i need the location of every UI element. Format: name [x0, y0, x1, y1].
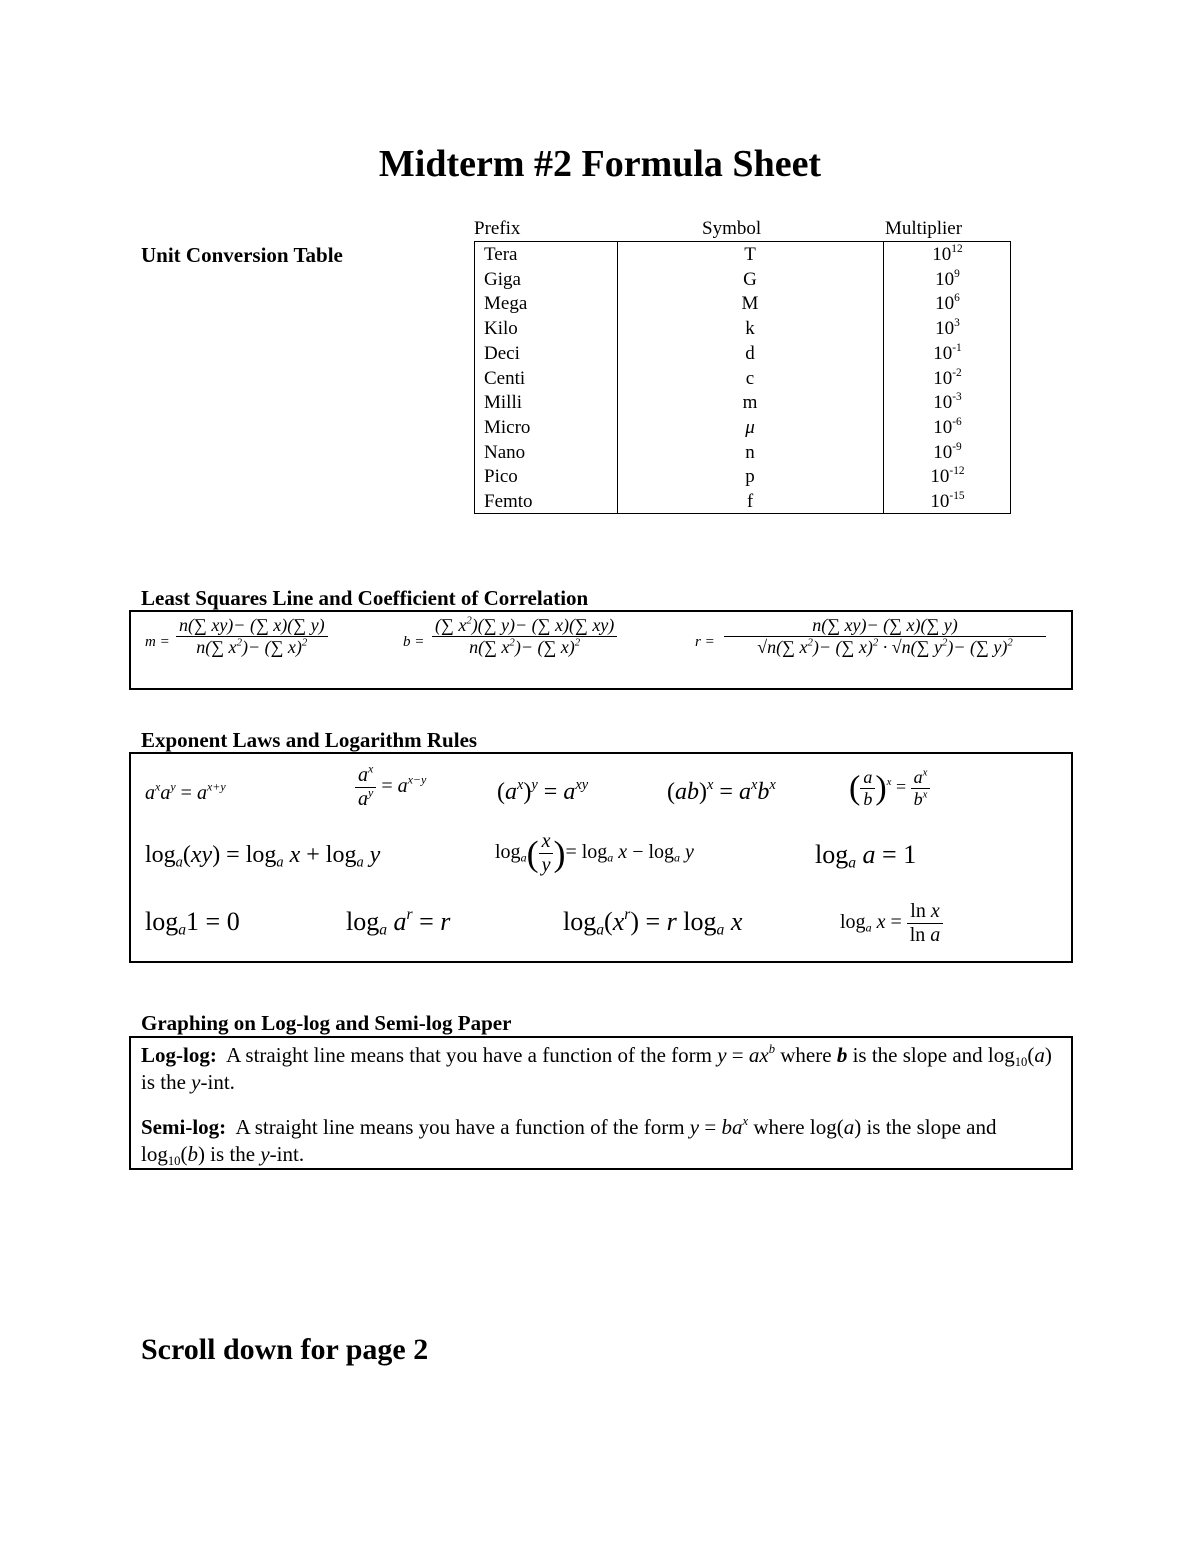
log-power: $\log_a(x^r) = r$ $\log_a x$ [563, 906, 743, 939]
law-power: $(a^x)^y = a^{xy}$ [497, 776, 589, 805]
log-quotient: $\log_a$( $\frac{x}{y}$ )= $\log_a x - \log_a y$ [495, 830, 694, 876]
prefix-cell: Femto [484, 491, 533, 512]
symbol-cell: G [743, 268, 757, 290]
multiplier-exponent: 12 [951, 243, 963, 256]
multiplier-cell [884, 244, 1011, 266]
footer-note: Scroll down for page 2 [141, 1333, 429, 1366]
multiplier-exponent: 6 [954, 292, 960, 305]
prefix-cell: Micro [484, 416, 531, 438]
multiplier-cell [884, 417, 1011, 439]
exponent-label: Exponent Laws and Logarithm Rules [141, 728, 478, 752]
loglog-title: Log-log: [141, 1043, 217, 1067]
symbol-cell: c [745, 367, 755, 389]
m-lhs: m = [145, 634, 170, 650]
r-lhs: r = [695, 634, 715, 650]
multiplier-cell [884, 466, 1011, 488]
multiplier-exponent: -6 [952, 415, 962, 428]
multiplier-exponent: -15 [949, 490, 965, 503]
law-quotient-power: ( $\frac{a}{b}$ )$^x$ = $\frac{a^x}{b^x}$ [849, 767, 930, 810]
table-row [474, 269, 1011, 293]
multiplier-cell [884, 392, 1011, 414]
prefix-cell: Milli [484, 392, 523, 414]
b-formula: $\frac{(\sum x^2)(\sum y)- (\sum x)(\sum xy)}{n(\sum x^2)- (\sum x)^2}$ [432, 615, 617, 658]
log-one: $\log_a1 = 0$ [145, 907, 240, 939]
multiplier-cell [884, 318, 1011, 340]
m-formula: $\frac{n(\sum xy)- (\sum x)(\sum y)}{n(\sum x^2)- (\sum x)^2}$ [176, 615, 328, 658]
symbol-cell: n [745, 441, 755, 463]
log-base: $\log_a a = 1$ [815, 840, 917, 872]
multiplier-base: 10 [933, 441, 953, 463]
b-lhs: b = [403, 634, 425, 650]
prefix-cell: Kilo [484, 318, 518, 340]
table-row [474, 318, 1011, 342]
multiplier-base: 10 [932, 244, 952, 265]
multiplier-base: 10 [933, 416, 953, 438]
unit-table-label: Unit Conversion Table [141, 243, 343, 267]
multiplier-base: 10 [933, 342, 953, 364]
multiplier-exponent: 3 [954, 317, 960, 330]
multiplier-cell [884, 368, 1011, 390]
page-title: Midterm #2 Formula Sheet [378, 143, 822, 185]
symbol-cell: f [746, 491, 754, 512]
table-row [474, 466, 1011, 490]
symbol-cell: k [745, 318, 755, 340]
semilog-paragraph: Semi-log: A straight line means you have a function of the form $y = ba^x$ where log(a) is the slope and $\log_{10}(b)$ is the y-int. [141, 1114, 997, 1168]
symbol-cell: T [744, 244, 756, 265]
multiplier-exponent: -12 [949, 465, 965, 478]
multiplier-base: 10 [933, 367, 953, 389]
prefix-cell: Pico [484, 466, 518, 488]
header-prefix: Prefix [474, 218, 521, 239]
multiplier-base: 10 [935, 293, 955, 315]
law-quotient: $\frac{a^x}{a^y}$ = $a^{x-y}$ [355, 764, 426, 811]
multiplier-cell [884, 491, 1011, 513]
graphing-label: Graphing on Log-log and Semi-log Paper [141, 1011, 512, 1035]
prefix-cell: Centi [484, 367, 526, 389]
table-row [474, 491, 1011, 515]
multiplier-base: 10 [935, 318, 955, 340]
table-row [474, 293, 1011, 317]
table-row [474, 244, 1011, 268]
r-formula: $\frac{n(\sum xy)- (\sum x)(\sum y)}{√n(\sum x^2)- (\sum x)^2 \cdot √n(\sum y^2)- (\sum y)^2}$ [724, 615, 1046, 658]
law-product-power: $(ab)^x = a^xb^x$ [667, 776, 776, 805]
log-change-base: $\log_a x$ = $\frac{\text{ln x}}{\text{ln a}}$ [840, 900, 943, 947]
prefix-cell: Nano [484, 441, 526, 463]
prefix-cell: Mega [484, 293, 528, 315]
multiplier-base: 10 [935, 268, 955, 290]
multiplier-base: 10 [930, 491, 950, 512]
multiplier-cell [884, 343, 1011, 365]
law-product: $a^xa^y = a^{x+y}$ [145, 779, 226, 804]
table-row [474, 343, 1011, 367]
log-product: $\log_a(xy) = \log_a x + \log_a y$ [145, 842, 381, 871]
multiplier-base: 10 [930, 466, 950, 488]
multiplier-cell [884, 293, 1011, 315]
header-multiplier: Multiplier [885, 218, 963, 239]
symbol-cell: μ [745, 416, 755, 438]
loglog-paragraph: Log-log: A straight line means that you have a function of the form $y = ax^b$ where b is the slope and $\log_{10}(a)$ is the y-int. [141, 1042, 1052, 1094]
symbol-cell: p [745, 466, 755, 488]
table-row [474, 368, 1011, 392]
multiplier-exponent: -9 [952, 440, 962, 453]
symbol-cell: M [741, 293, 759, 315]
header-symbol: Symbol [702, 218, 762, 239]
prefix-cell: Tera [484, 244, 518, 265]
multiplier-cell [884, 269, 1011, 291]
multiplier-exponent: -3 [952, 391, 962, 404]
prefix-cell: Deci [484, 342, 520, 364]
multiplier-exponent: 9 [954, 267, 960, 280]
least-squares-label: Least Squares Line and Coefficient of Correlation [141, 586, 589, 610]
unit-conversion-table [474, 216, 1011, 516]
prefix-cell: Giga [484, 268, 521, 290]
symbol-cell: m [742, 392, 758, 414]
symbol-cell: d [745, 342, 755, 364]
table-row [474, 417, 1011, 441]
multiplier-base: 10 [933, 392, 953, 414]
multiplier-exponent: -2 [952, 366, 962, 379]
semilog-title: Semi-log: [141, 1115, 227, 1139]
table-row [474, 442, 1011, 466]
table-row [474, 392, 1011, 416]
multiplier-exponent: -1 [952, 341, 962, 354]
multiplier-cell [884, 442, 1011, 464]
log-power-base: $\log_a a^r = r$ [346, 906, 451, 939]
